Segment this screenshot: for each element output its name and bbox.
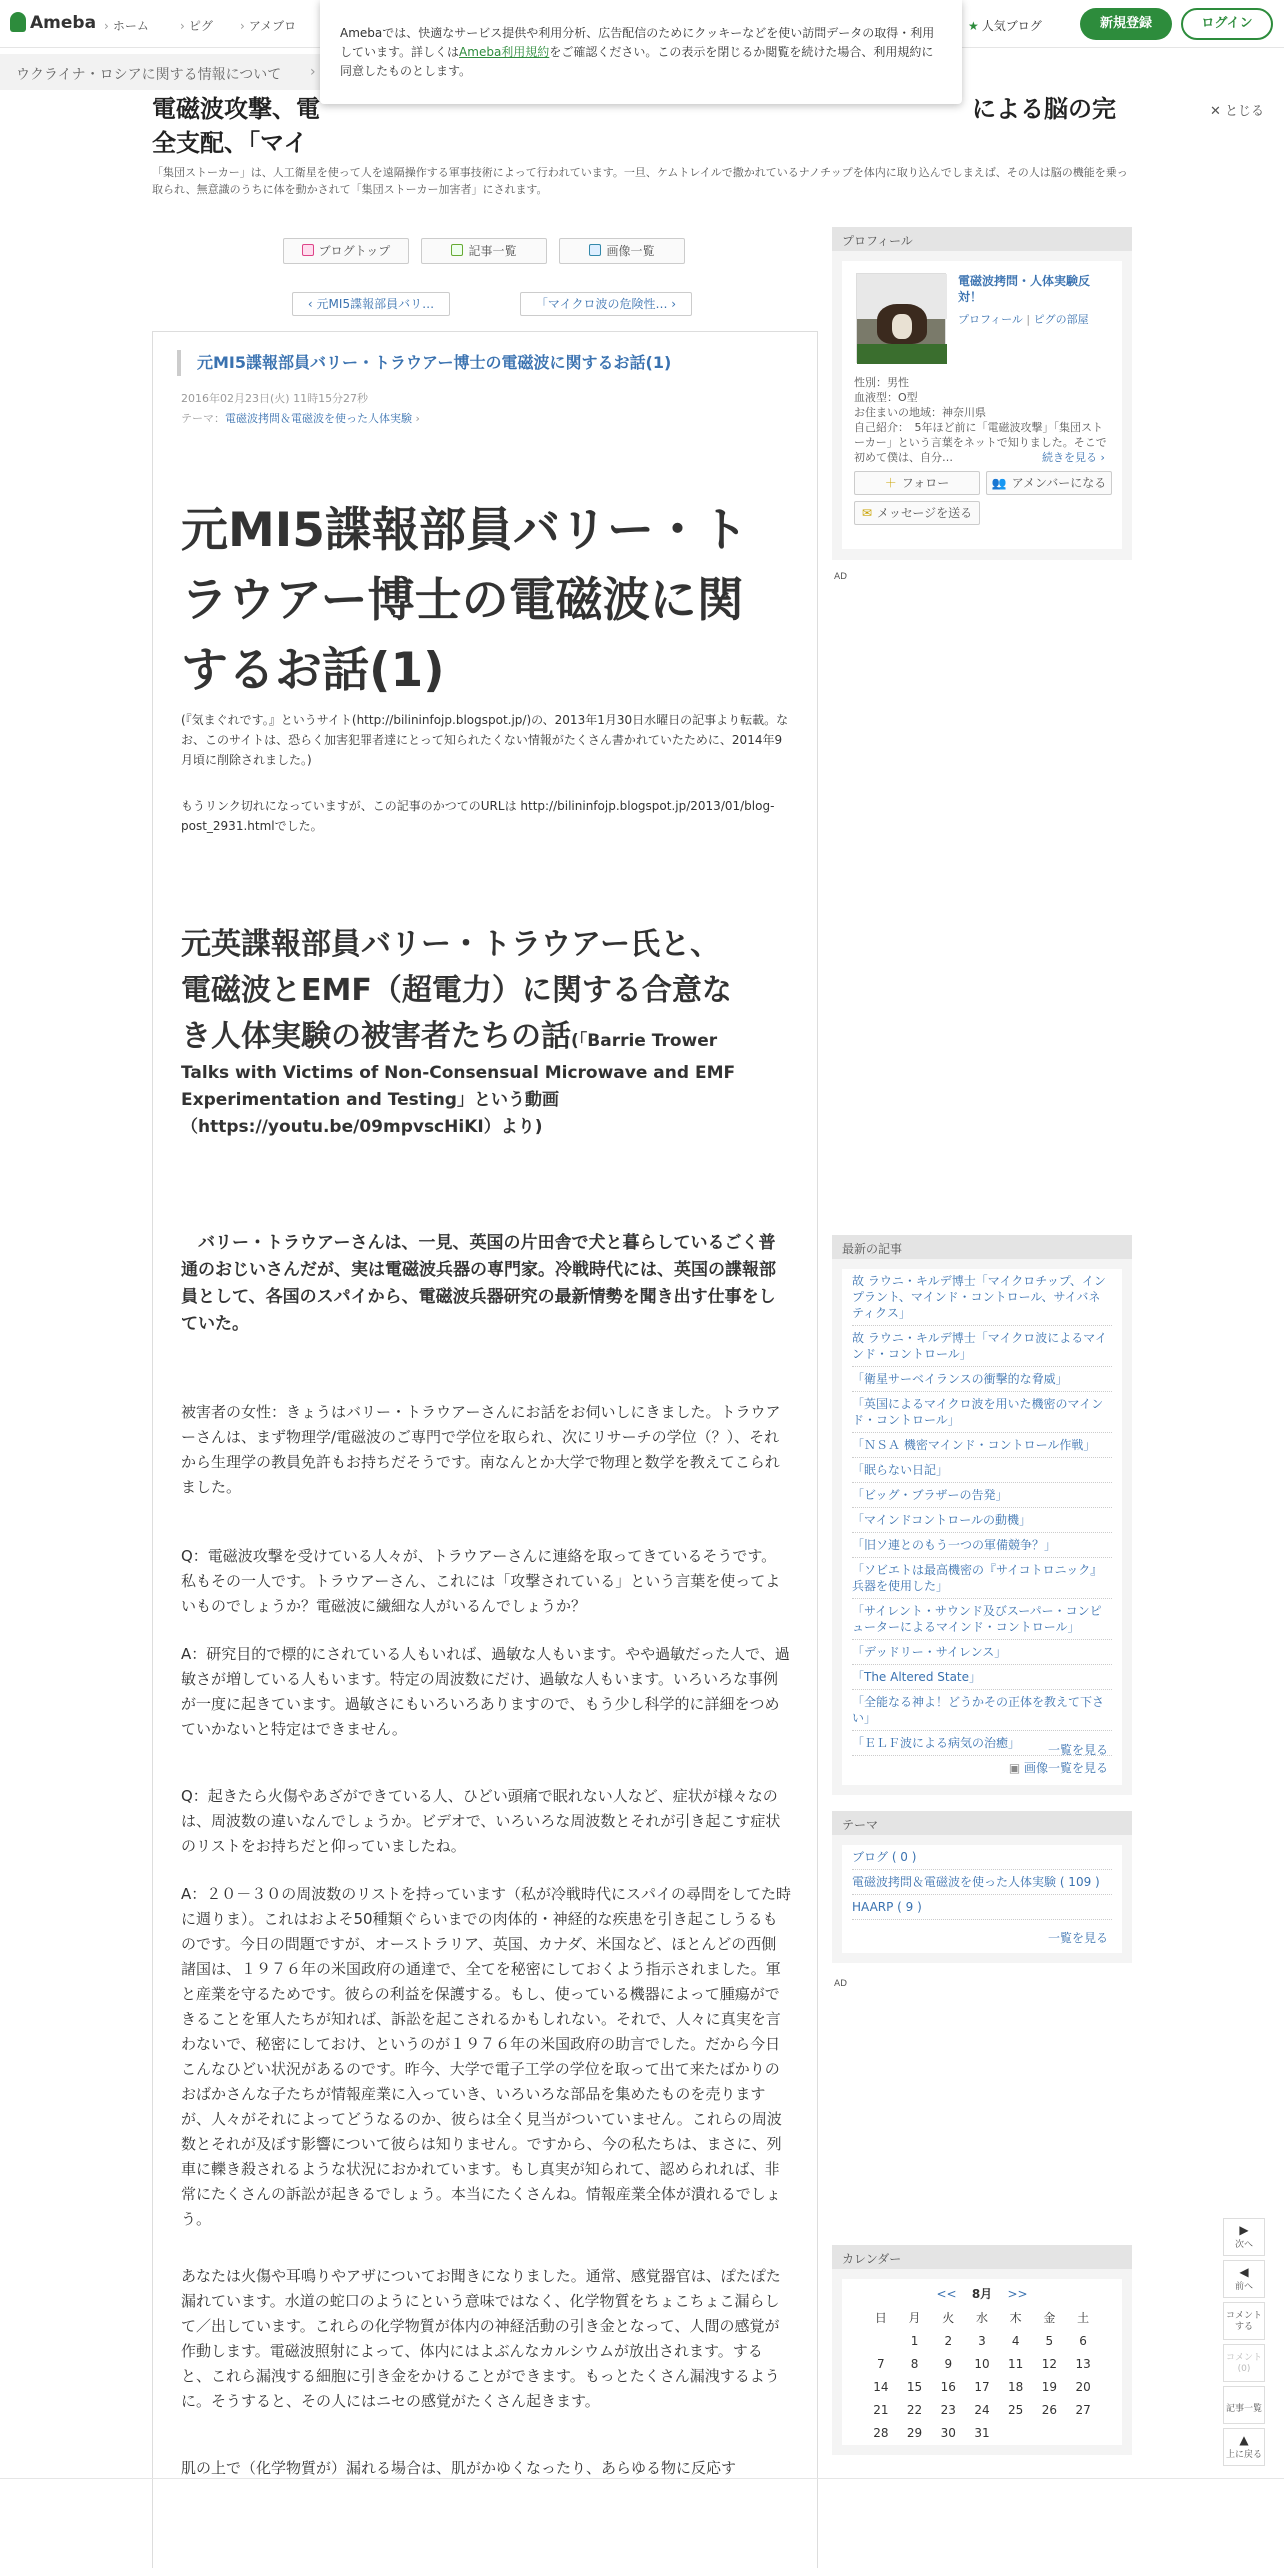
chevron-right-icon: › <box>104 19 109 33</box>
play-right-icon: ▶ <box>1239 2223 1249 2237</box>
follow-label: フォロー <box>901 476 950 490</box>
float-entry-list-button[interactable] <box>1223 2386 1265 2424</box>
article <box>152 331 818 2568</box>
calendar-grid <box>864 2306 1100 2444</box>
theme-link[interactable]: ブログ ( 0 ) <box>852 1845 1112 1870</box>
image-list-label: 画像一覧 <box>606 244 655 258</box>
recent-more-link[interactable]: 一覧を見る <box>1047 1743 1108 1757</box>
image-list-link[interactable] <box>1009 1759 1108 1776</box>
blog-title-line2: 全支配、「マイ <box>152 129 308 157</box>
paragraph: Q：起きたら火傷やあざができている人、ひどい頭痛で眠れない人など、症状が様々なのは、周波数の違いなんでしょうか。ビデオで、いろいろな周波数とそれが引き起こす症状のリストをお持ちだと仰っていましたね。 <box>181 1787 781 1855</box>
calendar-day <box>1066 2421 1100 2444</box>
avatar[interactable] <box>856 273 946 363</box>
document-icon <box>451 244 463 256</box>
calendar-day <box>864 2329 898 2352</box>
close-icon: ✕ <box>1209 104 1225 119</box>
recent-header: 最新の記事 <box>832 1235 1132 1259</box>
calendar-day: 7 <box>877 2356 885 2371</box>
prev-entry-label: 元MI5諜報部員バリ… <box>316 297 435 311</box>
heading-2-subtitle-cont: Talks with Victims of Non-Consensual Microwave and EMF Experimentation and Testing」という動画（https://youtu.be/09mpvscHiKI）より) <box>181 1063 736 1137</box>
terms-link[interactable]: Ameba利用規約 <box>459 45 550 59</box>
theme-more-link[interactable]: 一覧を見る <box>1047 1931 1108 1945</box>
prev-entry-button[interactable] <box>292 292 450 316</box>
profile-name[interactable]: 電磁波拷問・人体実験反対！ <box>958 274 1091 304</box>
ameba-logo-icon <box>10 12 26 32</box>
lead-paragraph: バリー・トラウアーさんは、一見、英国の片田舎で犬と暮らしているごく普通のおじいさんだが、実は電磁波兵器の専門家。冷戦時代には、英国の諜報部員として、各国のスパイから、電磁波兵器研究の最新情勢を聞き出す仕事をしていた。 <box>181 1233 776 1334</box>
ameba-logo[interactable] <box>10 12 96 33</box>
chevron-right-icon: › <box>180 19 185 33</box>
blog-title-line1: 電磁波攻撃、電 <box>152 95 320 123</box>
paragraph: あなたは火傷や耳鳴りやアザについてお聞きになりました。通常、感覚器官は、ぽたぽた漏れています。水道の蛇口のようにという意味ではなく、化学物質をちょこちょこ漏らして／出しています。これらの化学物質が体内の神経活動の引き金となって、人間の感覚が作動します。電磁波照射によって、体内にはよぶんなカルシウムが放出されます。すると、これら漏洩する細胞に引き金をかけることができます。もっとたくさん漏洩するように。そうすると、その人にはニセの感覚がたくさん起きます。 <box>181 2267 781 2410</box>
calendar-day: 28 <box>873 2425 889 2440</box>
calendar-day: 26 <box>1041 2402 1057 2417</box>
paragraph: A：２０－３０の周波数のリストを持っています（私が冷戦時代にスパイの尋問をしてた時に週りま）。これはおよそ50種類ぐらいまでの肉体的・神経的な疾患を引き起こしうるものです。今日の問題ですが、オーストラリア、英国、カナダ、米国など、ほとんどの西側諸国は、１９７６年の米国政府の通達で、全てを秘密にしておくよう指示されました。軍と産業を守るためです。彼らの利益を保護する。もし、使っている機器によって腫瘍ができることを軍人たちが知れば、訴訟を起こされるかもしれない。それで、人々に真実を言わないで、秘密にしておけ、というのが１９７６年の米国政府の助言でした。だから今日こんなひどい状況があるのです。昨今、大学で電子工学の学位を取って出て来たばかりのおばかさんな子たちが情報産業に入っていき、いろいろな部品を集めたものを売りますが、人々がそれによってどうなるのか、彼らは全く見当がついていません。これらの周波数とそれが及ぼす影響について彼らは知りません。ですから、今の私たちは、まさに、列車に轢き殺されるような状況におかれています。もし真実が知られて、認められれば、非常にたくさんの訴訟が起きるでしょう。本当にたくさんね。情報産業全体が潰れるでしょう。 <box>181 1885 791 2228</box>
entry-theme <box>181 410 420 426</box>
float-top-button[interactable] <box>1223 2428 1265 2466</box>
nav-pigg-label: ピグ <box>188 19 213 33</box>
heading-2-line: 元英諜報部員バリー・トラウアー氏と、 <box>181 927 721 962</box>
heading-1-line: 元MI5諜報部員バリー・ト <box>181 503 748 558</box>
recent-entry-link[interactable]: 「全能なる神よ！どうかその正体を教えて下さい」 <box>852 1690 1112 1731</box>
recent-entry-link[interactable]: 故 ラウニ・キルデ博士「マイクロ波によるマインド・コントロール」 <box>852 1326 1112 1367</box>
calendar-header: カレンダー <box>832 2245 1132 2269</box>
calendar-prev[interactable]: << <box>936 2287 957 2301</box>
theme-label: テーマ： <box>181 412 225 425</box>
float-comment-button[interactable] <box>1223 2302 1265 2340</box>
recent-entry-link[interactable]: 「衛星サーベイランスの衝撃的な脅威」 <box>852 1367 1112 1392</box>
recent-entry-link[interactable]: 「ビッグ・ブラザーの告発」 <box>852 1483 1112 1508</box>
calendar-day: 5 <box>1045 2333 1054 2348</box>
logo-text: Ameba <box>30 13 97 33</box>
entry-date: 2016年02月23日(火) 11時15分27秒 <box>181 392 369 405</box>
calendar-day: 10 <box>974 2356 990 2371</box>
calendar-day: 16 <box>940 2379 956 2394</box>
cookie-close-button[interactable] <box>1210 100 1264 119</box>
profile-gender: 性別：男性 <box>854 376 909 389</box>
arrow-up-icon: ▲ <box>1239 2433 1249 2447</box>
theme-link[interactable]: 電磁波拷問＆電磁波を使った人体実験 ( 109 ) <box>852 1870 1112 1895</box>
float-next-button[interactable] <box>1223 2218 1265 2256</box>
entry-title[interactable]: 元MI5諜報部員バリー・トラウアー博士の電磁波に関するお話(1) <box>177 350 787 376</box>
envelope-icon: ✉ <box>861 506 872 520</box>
recent-entry-link[interactable]: 「マインドコントロールの動機」 <box>852 1508 1112 1533</box>
calendar-day: 31 <box>974 2425 990 2440</box>
ukraine-info-label: ウクライナ・ロシアに関する情報について <box>16 67 282 83</box>
blog-top-label: ブログトップ <box>318 244 391 258</box>
weekday: 金 <box>1043 2311 1056 2325</box>
theme-box <box>832 1811 1132 1963</box>
plus-icon: ＋ <box>884 476 897 490</box>
heading-1-line: するお話(1) <box>181 643 445 698</box>
calendar-day: 8 <box>910 2356 919 2371</box>
profile-links <box>958 311 1089 327</box>
theme-list <box>842 1845 1122 1953</box>
calendar-day: 15 <box>906 2379 923 2394</box>
calendar-day: 11 <box>1008 2356 1024 2371</box>
crown-icon: ★ <box>968 19 979 33</box>
chevron-right-icon: › <box>667 297 677 311</box>
nav-home-label: ホーム <box>112 19 149 33</box>
follow-button[interactable] <box>854 471 980 495</box>
ukraine-info-banner[interactable] <box>0 54 330 90</box>
calendar-day: 23 <box>940 2402 956 2417</box>
paragraph: Q：電磁波攻撃を受けている人々が、トラウアーさんに連絡を取ってきているそうです。私もその一人です。トラウアーさん、これには「攻撃されている」という言葉を使ってよいものでしょうか？電磁波に繊細な人がいるんでしょうか？ <box>181 1547 781 1615</box>
profile-intro: 自己紹介： 5年ほど前に「電磁波攻撃」「集団ストーカー」という言葉をネットで知りました。そこで初めて僕は、自分… <box>854 421 1107 464</box>
next-entry-label: 「マイクロ波の危険性… <box>535 297 668 311</box>
amember-label: アメンバーになる <box>1011 476 1107 490</box>
link-note: もうリンク切れになっていますが、この記事のかつてのURLは http://bilininfojp.blogspot.jp/2013/01/blog-post_2931.htmlでした。 <box>181 799 775 833</box>
calendar-next[interactable]: >> <box>1007 2287 1028 2301</box>
recent-list <box>842 1269 1122 1785</box>
calendar-day: 20 <box>1075 2379 1091 2394</box>
people-icon: 👥 <box>991 476 1007 490</box>
camera-icon <box>589 244 601 256</box>
recent-entry-link[interactable]: 「ＥＬＦ波による病気の治癒」 <box>852 1731 1112 1756</box>
calendar-day: 4 <box>1011 2333 1020 2348</box>
signup-button[interactable]: 新規登録 <box>1080 8 1172 40</box>
calendar-day <box>999 2421 1033 2444</box>
login-button[interactable]: ログイン <box>1181 8 1273 40</box>
calendar-day: 2 <box>944 2333 953 2348</box>
nav-ameblo[interactable] <box>240 17 296 34</box>
weekday: 火 <box>942 2311 955 2325</box>
calendar-day: 22 <box>906 2402 923 2417</box>
image-list-button[interactable] <box>559 238 685 264</box>
calendar-day: 29 <box>906 2425 923 2440</box>
profile-header: プロフィール <box>832 227 1132 251</box>
calendar-day: 9 <box>944 2356 953 2371</box>
chevron-right-icon: › <box>412 412 420 425</box>
calendar-day: 12 <box>1041 2356 1057 2371</box>
weekday: 月 <box>908 2311 921 2325</box>
entry-list-button[interactable] <box>421 238 547 264</box>
calendar-month: 8月 <box>971 2287 993 2301</box>
blog-description: 「集団ストーカー」は、人工衛星を使って人を遠隔操作する軍事技術によって行われています。一旦、ケムトレイルで撒かれているナノチップを体内に取り込んでしまえば、その人は脳の機能を乗っ取られ、無意識のうちに体を動かされて「集団ストーカー加害者」にされます。 <box>152 166 1128 196</box>
profile-link[interactable]: プロフィール <box>958 313 1023 326</box>
theme-link[interactable]: 電磁波拷問＆電磁波を使った人体実験 <box>225 412 412 425</box>
calendar-day: 21 <box>873 2402 889 2417</box>
entry-heading-1 <box>181 496 791 706</box>
calendar-day: 19 <box>1041 2379 1057 2394</box>
recent-entry-link[interactable]: 「The Altered State」 <box>852 1665 1112 1690</box>
theme-header: テーマ <box>832 1811 1132 1835</box>
weekday: 日 <box>874 2311 887 2325</box>
float-prev-button[interactable] <box>1223 2260 1265 2298</box>
recent-entry-link[interactable]: 「サイレント・サウンド及びスーパー・コンピューターによるマインド・コントロール」 <box>852 1599 1112 1640</box>
paragraph: A：研究目的で標的にされている人もいれば、過敏な人もいます。やや過敏だった人で、過敏さが増している人もいます。特定の周波数にだけ、過敏な人もいます。いろいろな事例が一度に起きています。過敏さにもいろいろありますので、もう少し科学的に詳細をつめていかないと特定はできません。 <box>181 1645 790 1738</box>
theme-link[interactable]: HAARP ( 9 ) <box>852 1895 1112 1920</box>
profile-blood: 血液型：O型 <box>854 391 918 404</box>
float-top-label: 上に戻る <box>1225 2450 1262 2460</box>
weekday: 土 <box>1077 2311 1090 2325</box>
calendar-day: 13 <box>1075 2356 1091 2371</box>
footer-divider <box>0 2478 1284 2479</box>
nav-home[interactable] <box>104 17 149 34</box>
heading-2-line: 電磁波とEMF（超電力）に関する合意な <box>181 973 732 1008</box>
cookie-notice <box>320 0 962 104</box>
float-prev-label: 前へ <box>1234 2282 1253 2292</box>
calendar-day: 6 <box>1079 2333 1087 2348</box>
heading-2-subtitle: (「Barrie Trower <box>571 1031 718 1051</box>
profile-link-separator: | <box>1026 313 1031 326</box>
entry-list-label: 記事一覧 <box>468 244 517 258</box>
calendar-day: 25 <box>1008 2402 1024 2417</box>
popular-blog-link[interactable] <box>968 17 1042 34</box>
home-icon <box>302 244 314 256</box>
calendar-day <box>1033 2421 1067 2444</box>
recent-entry-link[interactable]: 故 ラウニ・キルデ博士「マイクロチップ、インプラント、マインド・コントロール、サイバネティクス」 <box>852 1269 1112 1326</box>
recent-entry-link[interactable]: 「デッドリー・サイレンス」 <box>852 1640 1112 1665</box>
play-left-icon: ◀ <box>1239 2265 1249 2279</box>
calendar-day: 18 <box>1008 2379 1024 2394</box>
cookie-text: Amebaでは、快適なサービス提供や利用分析、広告配信のためにクッキーなどを使い訪問データの取得・利用しています。詳しくは <box>340 26 935 59</box>
recent-entry-link[interactable]: 「ソビエトは最高機密の『サイコトロニック』兵器を使用した」 <box>852 1558 1112 1599</box>
next-entry-button[interactable] <box>520 292 692 316</box>
cookie-text-end: をご確認ください。この表示を閉じるか閲覧を続けた場合、利用規約に同意したものとします。 <box>340 45 934 78</box>
heading-1-line: ラウアー博士の電磁波に関 <box>181 573 744 628</box>
heading-2-line: き人体実験の被害者たちの話 <box>181 1019 571 1054</box>
float-comment-count-label: コメント(0) <box>1225 2353 1262 2374</box>
calendar-day: 24 <box>974 2402 990 2417</box>
recent-entry-link[interactable]: 「眠らない日記」 <box>852 1458 1112 1483</box>
calendar-day: 1 <box>910 2333 919 2348</box>
recent-entry-link[interactable]: 「ＮＳＡ 機密マインド・コントロール作戦」 <box>852 1433 1112 1458</box>
chevron-left-icon: ‹ <box>307 297 317 311</box>
more-label: 続きを見る <box>1042 451 1097 464</box>
calendar-day: 27 <box>1075 2402 1091 2417</box>
float-entry-list-label: 記事一覧 <box>1225 2404 1262 2414</box>
calendar-day: 14 <box>873 2379 889 2394</box>
calendar <box>842 2279 1122 2445</box>
popular-label: 人気ブログ <box>981 19 1042 33</box>
calendar-day: 30 <box>940 2425 956 2440</box>
nav-ameblo-label: アメブロ <box>248 19 297 33</box>
ad-label: AD <box>834 572 848 582</box>
float-comment-label: コメントする <box>1225 2311 1262 2332</box>
paragraph: 肌の上で（化学物質が）漏れる場合は、肌がかゆくなったり、あらゆる物に反応す <box>181 2459 737 2477</box>
chevron-right-icon: › <box>1097 451 1105 464</box>
paragraph: 被害者の女性：きょうはバリー・トラウアーさんにお話をお伺いしにきました。トラウアーさんは、まず物理学/電磁波のご専門で学位を取られ、次にリサーチの学位（？）、それから生理学の教員免許もお持ちだそうです。南なんとか大学で物理と数学を教えてこられました。 <box>181 1403 781 1496</box>
float-next-label: 次へ <box>1234 2240 1253 2250</box>
profile-more-link[interactable] <box>1042 450 1105 465</box>
entry-heading-2 <box>181 922 791 1141</box>
blog-title-line1-end: による脳の完 <box>972 95 1116 123</box>
blog-top-button[interactable] <box>283 238 409 264</box>
cookie-close-label: とじる <box>1224 104 1264 119</box>
message-label: メッセージを送る <box>876 506 973 520</box>
weekday: 木 <box>1009 2311 1022 2325</box>
recent-entries-box <box>832 1235 1132 1795</box>
amember-button[interactable] <box>986 471 1112 495</box>
calendar-day: 17 <box>974 2379 990 2394</box>
pigg-room-link[interactable]: ピグの部屋 <box>1033 313 1089 326</box>
image-list-link-label: 画像一覧を見る <box>1023 1761 1108 1775</box>
image-icon: ▣ <box>1008 1761 1024 1775</box>
ad-label: AD <box>834 1979 848 1989</box>
chevron-right-icon: › <box>240 19 245 33</box>
calendar-day: 3 <box>978 2333 986 2348</box>
chevron-right-icon: › <box>310 64 316 80</box>
recent-entry-link[interactable]: 「英国によるマイクロ波を用いた機密のマインド・コントロール」 <box>852 1392 1112 1433</box>
float-comment-count <box>1223 2344 1265 2382</box>
message-button[interactable] <box>854 501 980 525</box>
profile-area: お住まいの地域：神奈川県 <box>854 406 986 419</box>
calendar-box <box>832 2245 1132 2455</box>
source-note: (『気まぐれです。』というサイト(http://bilininfojp.blogspot.jp/)の、2013年1月30日水曜日の記事より転載。なお、このサイトは、恐らく加害犯罪者達にとって知られたくない情報がたくさん書かれていたために、2014年9月頃に削除されました。) <box>181 713 789 767</box>
profile-box <box>832 227 1132 560</box>
recent-entry-link[interactable]: 「旧ソ連とのもう一つの軍備競争？」 <box>852 1533 1112 1558</box>
weekday: 水 <box>975 2311 988 2325</box>
nav-pigg[interactable] <box>180 17 213 34</box>
